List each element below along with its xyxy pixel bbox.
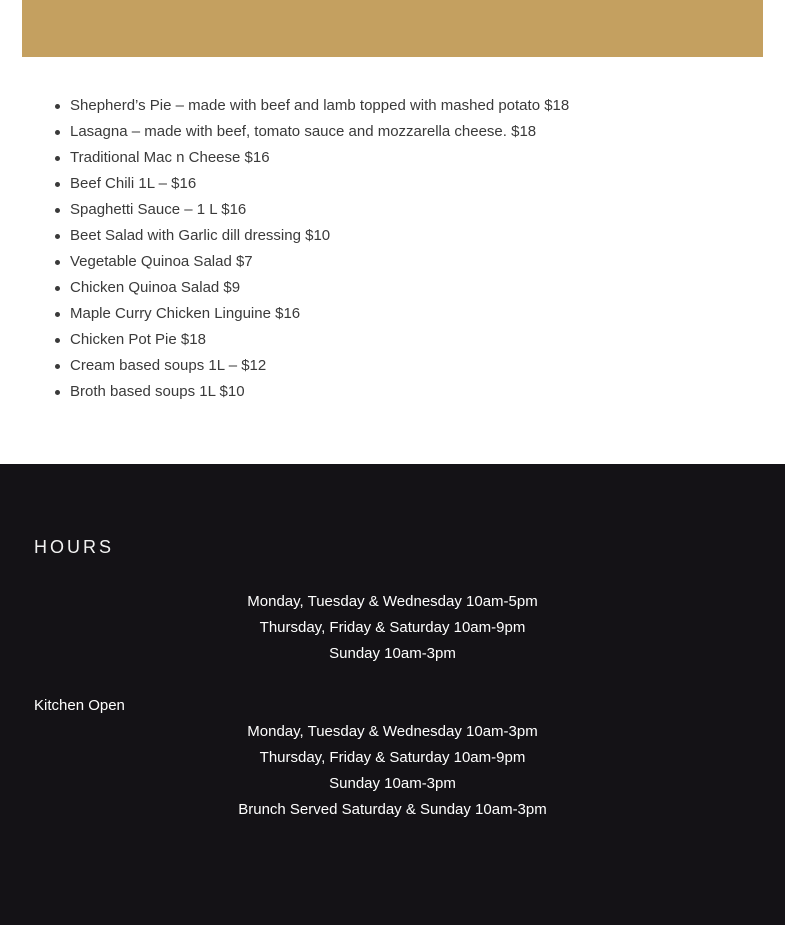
menu-item: Maple Curry Chicken Linguine $16: [70, 301, 569, 327]
menu-item: Chicken Quinoa Salad $9: [70, 275, 569, 301]
menu-item: Lasagna – made with beef, tomato sauce and mozzarella cheese. $18: [70, 119, 569, 145]
hours-section: [0, 464, 785, 925]
hours-line: Monday, Tuesday & Wednesday 10am-5pm: [247, 593, 538, 610]
kitchen-hours-line: Sunday 10am-3pm: [329, 775, 456, 792]
menu-item: Vegetable Quinoa Salad $7: [70, 249, 569, 275]
menu-item: Beet Salad with Garlic dill dressing $10: [70, 223, 569, 249]
menu-item: Traditional Mac n Cheese $16: [70, 145, 569, 171]
menu-section: [0, 57, 785, 464]
menu-item: Shepherd’s Pie – made with beef and lamb topped with mashed potato $18: [70, 93, 569, 119]
hours-line: Thursday, Friday & Saturday 10am-9pm: [259, 619, 526, 636]
menu-list: [70, 93, 569, 405]
gold-banner: [22, 0, 763, 57]
kitchen-hours-line: Monday, Tuesday & Wednesday 10am-3pm: [247, 723, 538, 740]
kitchen-open-label: Kitchen Open: [34, 697, 125, 714]
menu-item: Broth based soups 1L $10: [70, 379, 569, 405]
hours-heading: HOURS: [34, 537, 115, 557]
menu-item: Chicken Pot Pie $18: [70, 327, 569, 353]
menu-item: Cream based soups 1L – $12: [70, 353, 569, 379]
menu-item: Beef Chili 1L – $16: [70, 171, 569, 197]
kitchen-hours-line: Thursday, Friday & Saturday 10am-9pm: [259, 749, 526, 766]
brunch-hours-line: Brunch Served Saturday & Sunday 10am-3pm: [238, 801, 547, 818]
hours-line: Sunday 10am-3pm: [329, 645, 456, 662]
menu-item: Spaghetti Sauce – 1 L $16: [70, 197, 569, 223]
